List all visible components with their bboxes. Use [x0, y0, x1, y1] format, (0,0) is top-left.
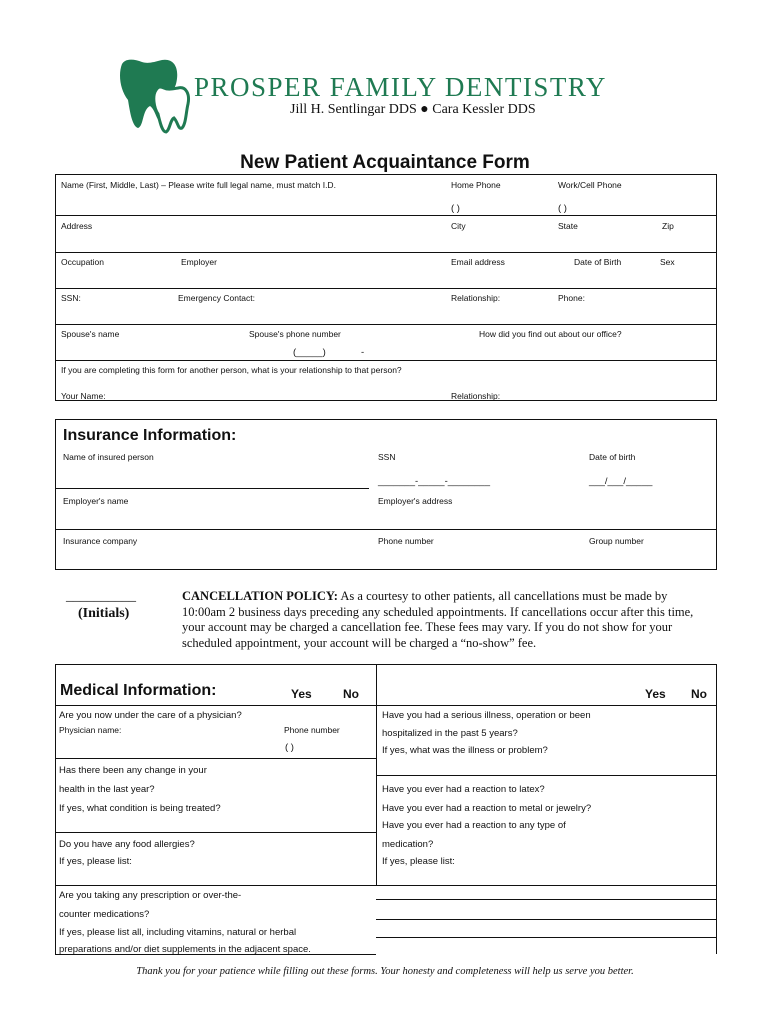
footer-note: Thank you for your patience while filling out these forms. Your honesty and completeness will help us serve you better. — [136, 966, 634, 977]
q-latex: Have you ever had a reaction to latex? — [382, 784, 545, 795]
medical-heading: Medical Information: — [60, 682, 217, 699]
spouse-name-field[interactable]: Spouse's name — [61, 329, 120, 339]
insurance-group-field[interactable]: Group number — [589, 536, 644, 546]
other-person-relationship-field[interactable]: If you are completing this form for another person, what is your relationship to that person? — [61, 365, 402, 375]
no-column-label-right: No — [691, 687, 707, 701]
q-health-1: Has there been any change in your — [59, 765, 207, 776]
q-rx-3: If yes, please list all, including vitamins, natural or herbal — [59, 927, 297, 938]
q-medication-1: Have you ever had a reaction to any type of — [382, 820, 566, 831]
doctors-line: Jill H. Sentlingar DDS ● Cara Kessler DDS — [290, 102, 536, 117]
name-field[interactable]: Name (First, Middle, Last) – Please write full legal name, must match I.D. — [61, 180, 336, 190]
q-medication-2: medication? — [382, 839, 434, 850]
spouse-phone-field[interactable]: Spouse's phone number — [249, 329, 341, 339]
policy-line-4: scheduled appointment, your account will be charged a “no-show” fee. — [182, 635, 537, 650]
q-metal: Have you ever had a reaction to metal or jewelry? — [382, 803, 592, 814]
q-medication-3: If yes, please list: — [382, 856, 455, 867]
insured-ssn-field[interactable]: SSN — [378, 452, 396, 462]
referral-field[interactable]: How did you find out about our office? — [479, 329, 622, 339]
initials-label: (Initials) — [78, 606, 130, 621]
insured-dob-blank[interactable]: ___/___/_____ — [589, 476, 653, 487]
home-phone-blank[interactable]: ( ) — [451, 203, 460, 214]
q-food-1: Do you have any food allergies? — [59, 839, 195, 850]
q-rx-4: preparations and/or diet supplements in the adjacent space. — [59, 944, 311, 955]
insured-ssn-blank[interactable]: _______-_____-________ — [378, 476, 490, 487]
cancellation-policy-lead: CANCELLATION POLICY: — [182, 589, 338, 603]
ssn-field[interactable]: SSN: — [61, 293, 81, 303]
practice-name: PROSPER FAMILY DENTISTRY — [194, 72, 607, 102]
insured-employer-field[interactable]: Employer's name — [63, 496, 129, 506]
yes-column-label-right: Yes — [645, 687, 666, 701]
physician-phone-blank[interactable]: ( ) — [285, 742, 294, 753]
insured-employer-address-field[interactable]: Employer's address — [378, 496, 453, 506]
insured-dob-field[interactable]: Date of birth — [589, 452, 636, 462]
insured-name-field[interactable]: Name of insured person — [63, 452, 154, 462]
home-phone-field[interactable]: Home Phone — [451, 180, 501, 190]
employer-field[interactable]: Employer — [181, 257, 217, 267]
yes-column-label: Yes — [291, 687, 312, 701]
your-name-field[interactable]: Your Name: — [61, 391, 106, 401]
spouse-phone-dash: - — [361, 347, 365, 358]
work-phone-blank[interactable]: ( ) — [558, 203, 567, 214]
dob-field[interactable]: Date of Birth — [574, 257, 622, 267]
email-field[interactable]: Email address — [451, 257, 505, 267]
state-field[interactable]: State — [558, 221, 578, 231]
insurance-company-field[interactable]: Insurance company — [63, 536, 138, 546]
phone-field[interactable]: Phone: — [558, 293, 585, 303]
q-illness-2: hospitalized in the past 5 years? — [382, 728, 518, 739]
no-column-label: No — [343, 687, 359, 701]
physician-name-field[interactable]: Physician name: — [59, 725, 122, 735]
q-food-2: If yes, please list: — [59, 856, 132, 867]
physician-phone-field[interactable]: Phone number — [284, 725, 340, 735]
policy-line-1: As a courtesy to other patients, all cancellations must be made by — [337, 589, 668, 603]
occupation-field[interactable]: Occupation — [61, 257, 104, 267]
form-title: New Patient Acquaintance Form — [240, 152, 530, 173]
initials-blank[interactable]: __________ — [66, 589, 136, 604]
insurance-heading: Insurance Information: — [63, 427, 237, 444]
q-physician: Are you now under the care of a physician? — [59, 710, 242, 721]
policy-line-3: your account may be charged a cancellation fee. These fees may vary. If you do not show for your — [182, 620, 673, 634]
emergency-contact-field[interactable]: Emergency Contact: — [178, 293, 256, 303]
tooth-icon — [116, 56, 196, 134]
address-field[interactable]: Address — [61, 221, 93, 231]
spouse-phone-blank[interactable]: (_____) — [293, 347, 326, 358]
insurance-phone-field[interactable]: Phone number — [378, 536, 434, 546]
relationship-field[interactable]: Relationship: — [451, 293, 501, 303]
q-rx-1: Are you taking any prescription or over-the- — [59, 890, 242, 901]
sex-field[interactable]: Sex — [660, 257, 675, 267]
city-field[interactable]: City — [451, 221, 466, 231]
policy-line-2: 10:00am 2 business days preceding any scheduled appointments. If cancellations occur after this time, — [182, 604, 694, 619]
q-health-2: health in the last year? — [59, 784, 155, 795]
zip-field[interactable]: Zip — [662, 221, 674, 231]
cancellation-policy — [182, 589, 712, 651]
logo — [116, 56, 196, 134]
relationship2-field[interactable]: Relationship: — [451, 391, 501, 401]
q-illness-1: Have you had a serious illness, operation or been — [382, 710, 591, 721]
q-illness-3: If yes, what was the illness or problem? — [382, 745, 548, 756]
work-phone-field[interactable]: Work/Cell Phone — [558, 180, 622, 190]
q-health-3: If yes, what condition is being treated? — [59, 803, 221, 814]
q-rx-2: counter medications? — [59, 909, 150, 920]
